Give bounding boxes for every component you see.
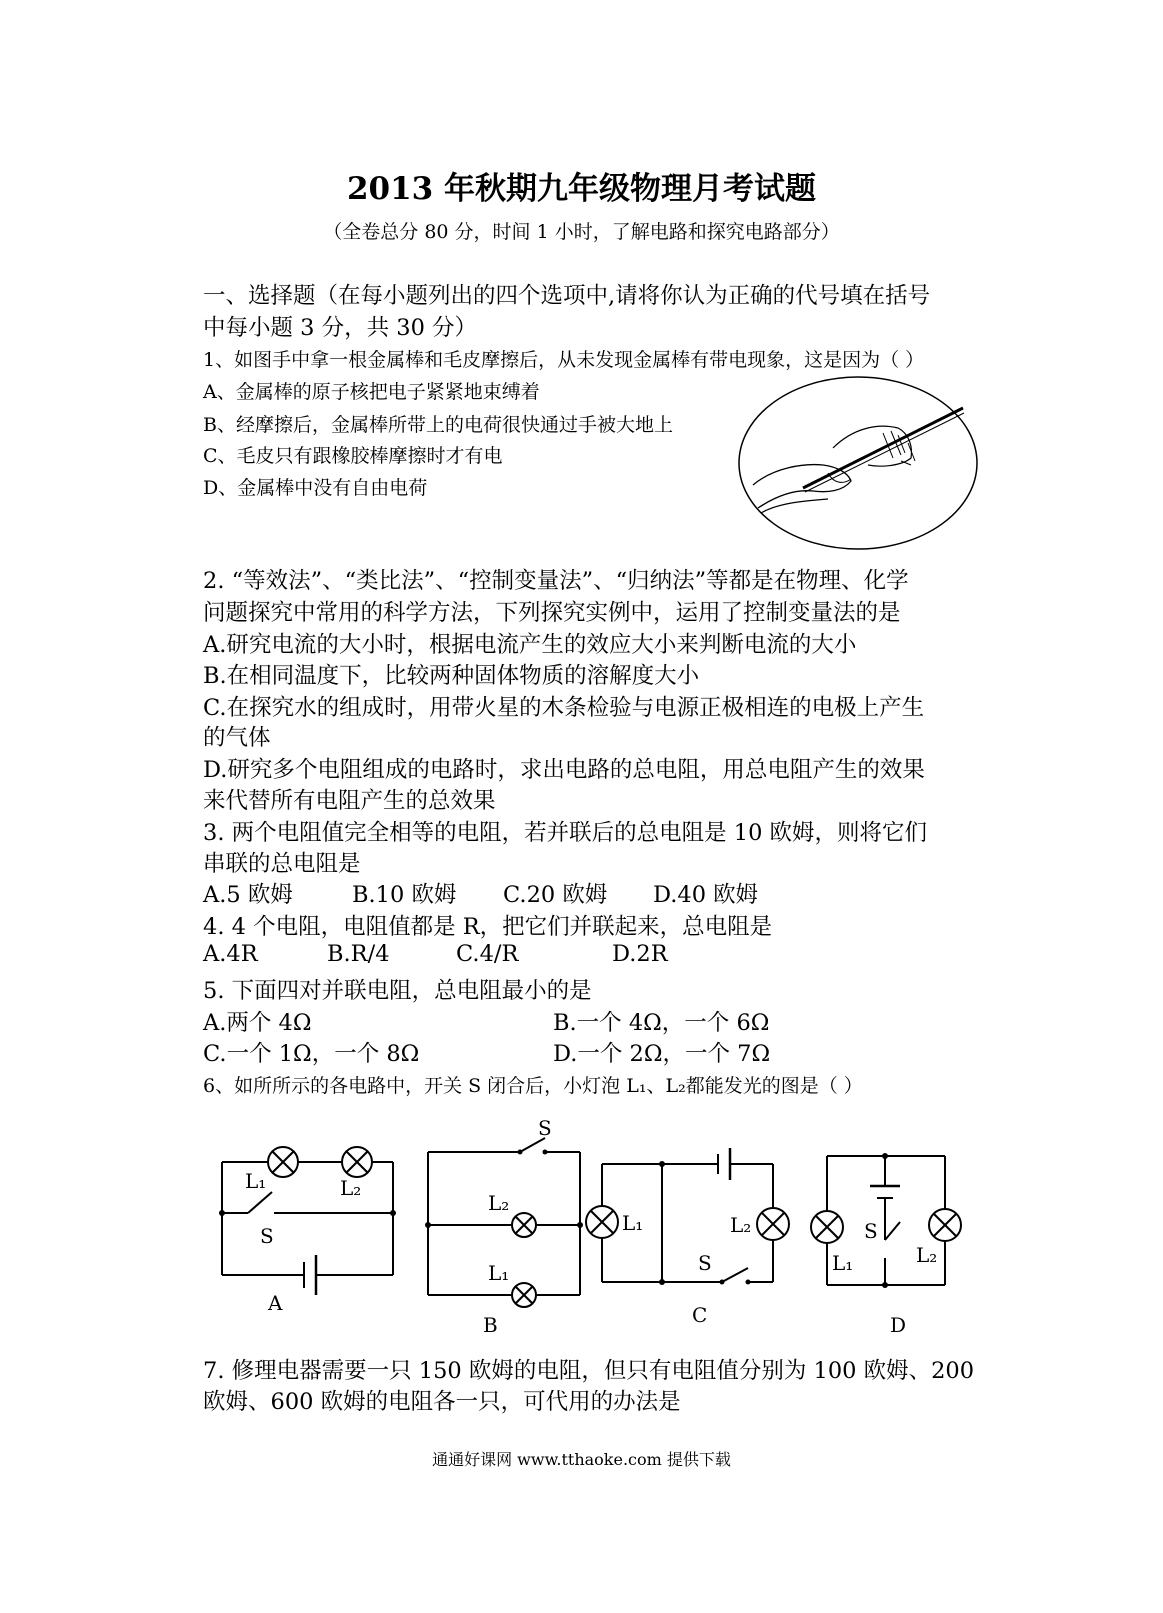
- q1-option-d: D、金属棒中没有自由电荷: [203, 477, 428, 499]
- circuit-d-l1-label: L₁: [832, 1251, 854, 1275]
- q1-option-c: C、毛皮只有跟橡胶棒摩擦时才有电: [203, 445, 503, 467]
- q2-option-b: B.在相同温度下，比较两种固体物质的溶解度大小: [203, 663, 700, 689]
- circuit-b-switch-label: S: [538, 1116, 552, 1140]
- q7-stem: 7. 修理电器需要一只 150 欧姆的电阻，但只有电阻值分别为 100 欧姆、200: [203, 1358, 975, 1384]
- section-heading-cont: 中每小题 3 分，共 30 分）: [203, 315, 478, 341]
- q1-option-b: B、经摩擦后，金属棒所带上的电荷很快通过手被大地上: [203, 414, 673, 436]
- circuit-b-label: B: [483, 1313, 498, 1337]
- q4-option-b: B.R/4: [327, 941, 390, 967]
- q5-option-c: C.一个 1Ω，一个 8Ω: [203, 1041, 420, 1067]
- circuit-c-label: C: [692, 1303, 708, 1327]
- circuit-b-l1-label: L₁: [488, 1261, 510, 1285]
- circuit-d-switch-label: S: [864, 1219, 878, 1243]
- circuit-c-switch-label: S: [698, 1251, 712, 1275]
- circuit-d-l2-label: L₂: [916, 1243, 938, 1267]
- q6-stem: 6、如所所示的各电路中，开关 S 闭合后，小灯泡 L₁、L₂都能发光的图是（ ）: [203, 1075, 863, 1097]
- q2-stem: 2. “等效法”、“类比法”、“控制变量法”、“归纳法”等都是在物理、化学: [203, 568, 909, 594]
- q3-option-a: A.5 欧姆: [203, 882, 293, 908]
- q2-option-c: C.在探究水的组成时，用带火星的木条检验与电源正极相连的电极上产生: [203, 695, 925, 721]
- q5-option-d: D.一个 2Ω，一个 7Ω: [553, 1041, 771, 1067]
- q2-option-d: D.研究多个电阻组成的电路时，求出电路的总电阻，用总电阻产生的效果: [203, 757, 925, 783]
- q5-stem: 5. 下面四对并联电阻，总电阻最小的是: [203, 978, 592, 1004]
- q1-hand-rod-illustration: [733, 373, 983, 553]
- q7-stem-cont: 欧姆、600 欧姆的电阻各一只，可代用的办法是: [203, 1389, 681, 1415]
- q2-stem-cont: 问题探究中常用的科学方法，下列探究实例中，运用了控制变量法的是: [203, 600, 901, 626]
- circuit-c-l1-label: L₁: [622, 1211, 644, 1235]
- circuit-a-label: A: [268, 1291, 283, 1315]
- q6-circuit-diagrams: [200, 1110, 970, 1345]
- q5-option-a: A.两个 4Ω: [203, 1010, 312, 1036]
- circuit-a-switch-label: S: [260, 1224, 274, 1248]
- circuit-a-l2-label: L₂: [340, 1176, 362, 1200]
- circuit-a-l1-label: L₁: [245, 1169, 267, 1193]
- circuit-b-l2-label: L₂: [488, 1191, 510, 1215]
- q3-stem: 3. 两个电阻值完全相等的电阻，若并联后的总电阻是 10 欧姆，则将它们: [203, 820, 928, 846]
- q4-option-c: C.4/R: [456, 941, 519, 967]
- q3-stem-cont: 串联的总电阻是: [203, 851, 361, 877]
- page-subtitle: （全卷总分 80 分，时间 1 小时，了解电路和探究电路部分）: [323, 221, 840, 243]
- q2-option-c-cont: 的气体: [203, 725, 271, 751]
- page-footer: 通通好课网 www.tthaoke.com 提供下载: [432, 1450, 731, 1469]
- q2-option-d-cont: 来代替所有电阻产生的总效果: [203, 788, 496, 814]
- q5-option-b: B.一个 4Ω，一个 6Ω: [553, 1010, 770, 1036]
- q1-stem: 1、如图手中拿一根金属棒和毛皮摩擦后，从未发现金属棒有带电现象，这是因为（ ）: [203, 349, 925, 371]
- q1-option-a: A、金属棒的原子核把电子紧紧地束缚着: [203, 381, 540, 403]
- q4-stem: 4. 4 个电阻，电阻值都是 R，把它们并联起来，总电阻是: [203, 914, 773, 940]
- section-heading: 一、选择题（在每小题列出的四个选项中,请将你认为正确的代号填在括号: [203, 283, 931, 309]
- q3-option-b: B.10 欧姆: [352, 882, 457, 908]
- circuit-c-l2-label: L₂: [730, 1213, 752, 1237]
- page-title: 2013 年秋期九年级物理月考试题: [346, 171, 817, 207]
- q4-option-a: A.4R: [203, 941, 258, 967]
- circuit-d-label: D: [890, 1313, 907, 1337]
- q3-option-c: C.20 欧姆: [503, 882, 608, 908]
- q4-option-d: D.2R: [612, 941, 668, 967]
- q2-option-a: A.研究电流的大小时，根据电流产生的效应大小来判断电流的大小: [203, 632, 857, 658]
- q3-option-d: D.40 欧姆: [653, 882, 759, 908]
